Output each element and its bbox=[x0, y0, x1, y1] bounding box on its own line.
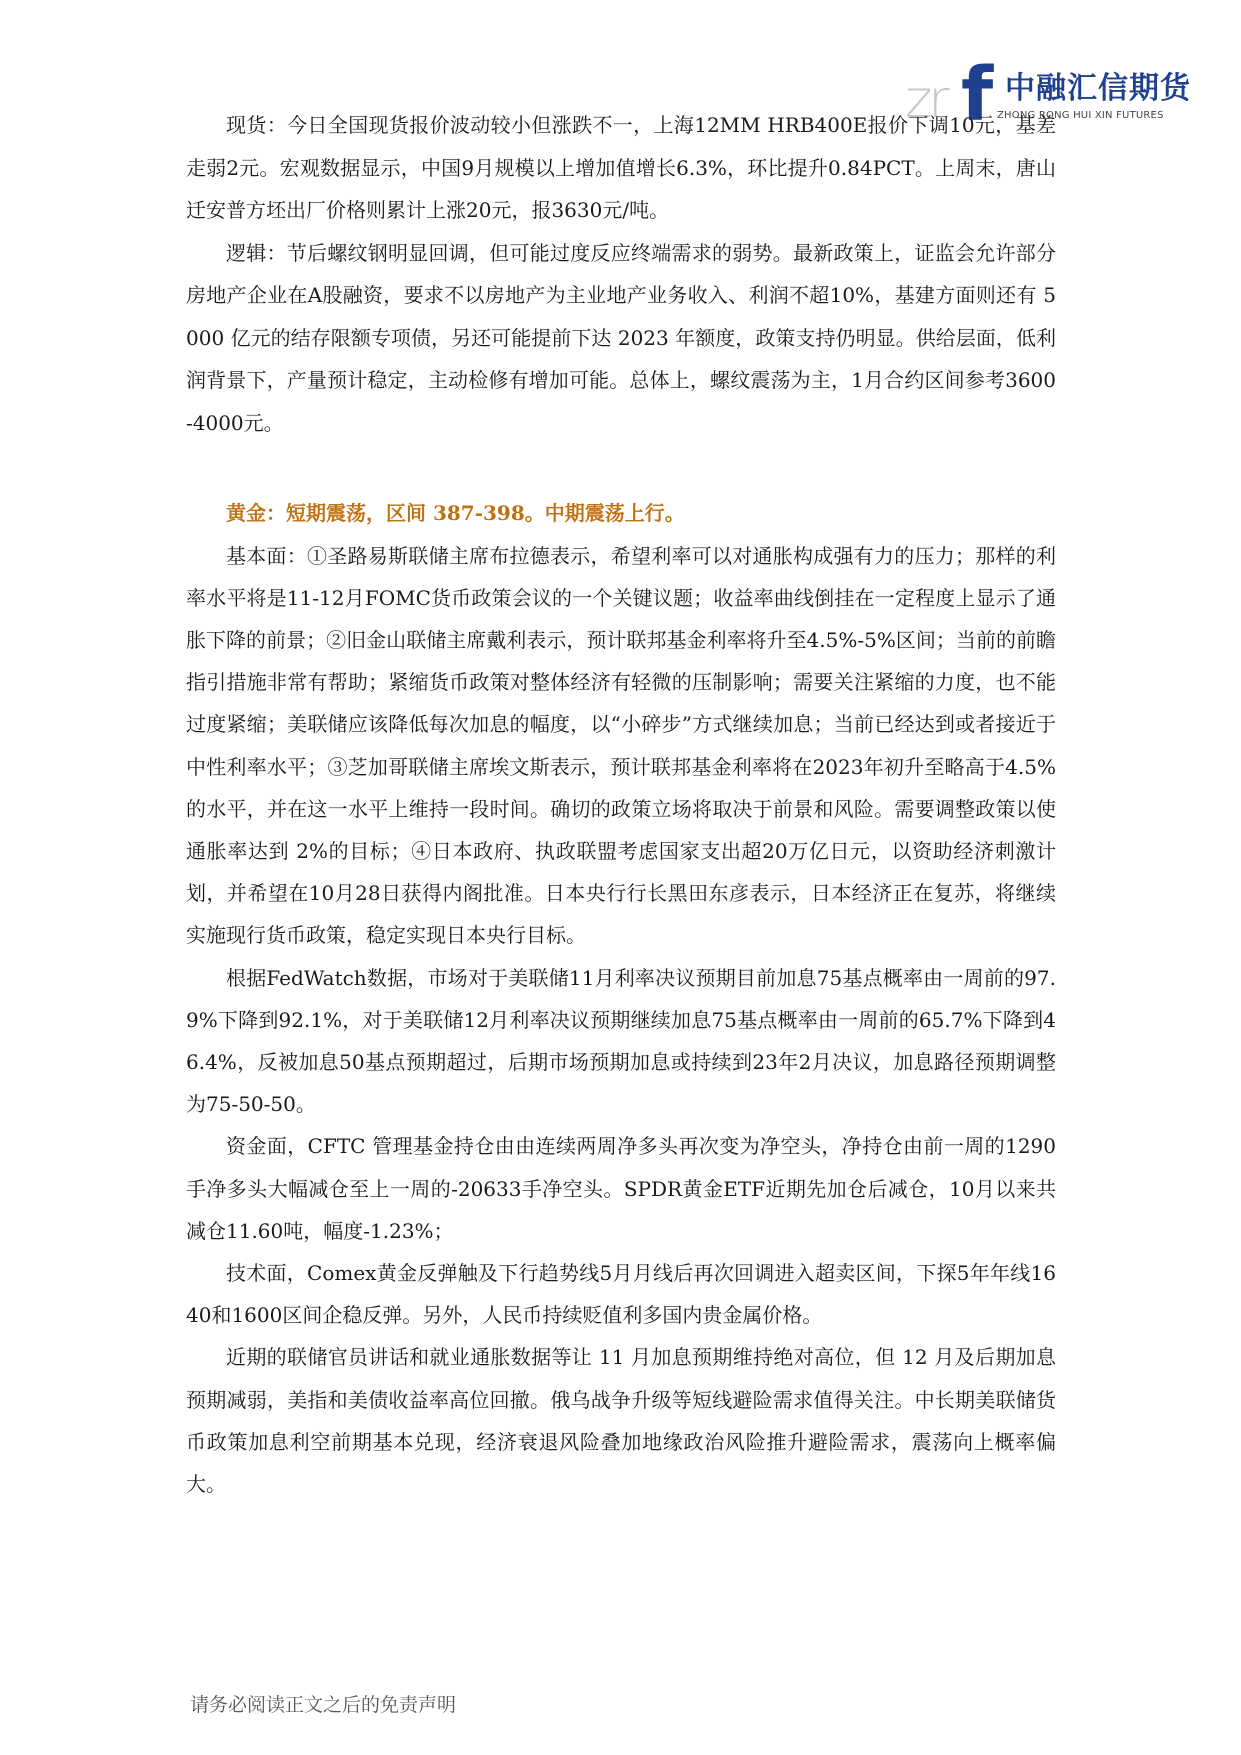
gold-fundamentals-paragraph: 基本面：①圣路易斯联储主席布拉德表示，希望利率可以对通胀构成强有力的压力；那样的利率水平将是11-12月FOMC货币政策会议的一个关键议题；收益率曲线倒挂在一定程度上显示了通胀下降的前景；②旧金山联储主席戴利表示，预计联邦基金利率将升至4.5%-5%区间；当前的前瞻指引措施非常有帮助；紧缩货币政策对整体经济有轻微的压制影响；需要关注紧缩的力度，也不能过度紧缩；美联储应该降低每次加息的幅度，以“小碎步”方式继续加息；当前已经达到或者接近于中性利率水平；③芝加哥联储主席埃文斯表示，预计联邦基金利率将在2023年初升至略高于4.5%的水平，并在这一水平上维持一段时间。确切的政策立场将取决于前景和风险。需要调整政策以使通胀率达到 2%的目标；④日本政府、执政联盟考虑国家支出超20万亿日元，以资助经济刺激计划，并希望在10月28日获得内阁批准。日本央行行长黑田东彦表示，日本经济正在复苏，将继续实施现行货币政策，稳定实现日本央行目标。 bbox=[186, 543, 1056, 948]
logo-mark-letters: zr bbox=[905, 70, 946, 130]
report-body bbox=[186, 104, 1056, 1505]
section-spacer bbox=[186, 444, 1056, 492]
gold-technical-paragraph: 技术面，Comex黄金反弹触及下行趋势线5月月线后再次回调进入超卖区间，下探5年年线1640和1600区间企稳反弹。另外，人民币持续贬值利多国内贵金属价格。 bbox=[186, 1260, 1056, 1328]
rebar-logic-paragraph: 逻辑：节后螺纹钢明显回调，但可能过度反应终端需求的弱势。最新政策上，证监会允许部分房地产企业在A股融资，要求不以房地产为主业地产业务收入、利润不超10%，基建方面则还有 5000 亿元的结存限额专项债，另还可能提前下达 2023 年额度，政策支持仍明显。供给层面，低利润背景下，产量预计稳定，主动检修有增加可能。总体上，螺纹震荡为主，1月合约区间参考3600-4000元。 bbox=[186, 240, 1056, 435]
logo-company-name-en: ZHONG RONG HUI XIN FUTURES bbox=[997, 110, 1164, 121]
rebar-spot-paragraph: 现货：今日全国现货报价波动较小但涨跌不一，上海12MM HRB400E报价下调10元，基差走弱2元。宏观数据显示，中国9月规模以上增加值增长6.3%，环比提升0.84PCT。上周末，唐山迁安普方坯出厂价格则累计上涨20元，报3630元/吨。 bbox=[186, 113, 1056, 222]
gold-section-heading: 黄金：短期震荡，区间 387-398。中期震荡上行。 bbox=[226, 501, 685, 525]
gold-funds-paragraph: 资金面，CFTC 管理基金持仓由由连续两周净多头再次变为净空头，净持仓由前一周的1290手净多头大幅减仓至上一周的-20633手净空头。SPDR黄金ETF近期先加仓后减仓，10月以来共减仓11.60吨，幅度-1.23%； bbox=[186, 1134, 1056, 1243]
gold-outlook-paragraph: 近期的联储官员讲话和就业通胀数据等让 11 月加息预期维持绝对高位，但 12 月及后期加息预期减弱，美指和美债收益率高位回撤。俄乌战争升级等短线避险需求值得关注。中长期美联储货币政策加息利空前期基本兑现，经济衰退风险叠加地缘政治风险推升避险需求，震荡向上概率偏大。 bbox=[186, 1345, 1056, 1496]
footer-disclaimer: 请务必阅读正文之后的免责声明 bbox=[190, 1694, 457, 1716]
gold-fedwatch-paragraph: 根据FedWatch数据，市场对于美联储11月利率决议预期目前加息75基点概率由一周前的97.9%下降到92.1%，对于美联储12月利率决议预期继续加息75基点概率由一周前的65.7%下降到46.4%，反被加息50基点预期超过，后期市场预期加息或持续到23年2月决议，加息路径预期调整为75-50-50。 bbox=[186, 965, 1056, 1117]
logo-company-name-cn: 中融汇信期货 bbox=[1005, 71, 1191, 106]
logo-mark-f: f bbox=[961, 52, 994, 138]
